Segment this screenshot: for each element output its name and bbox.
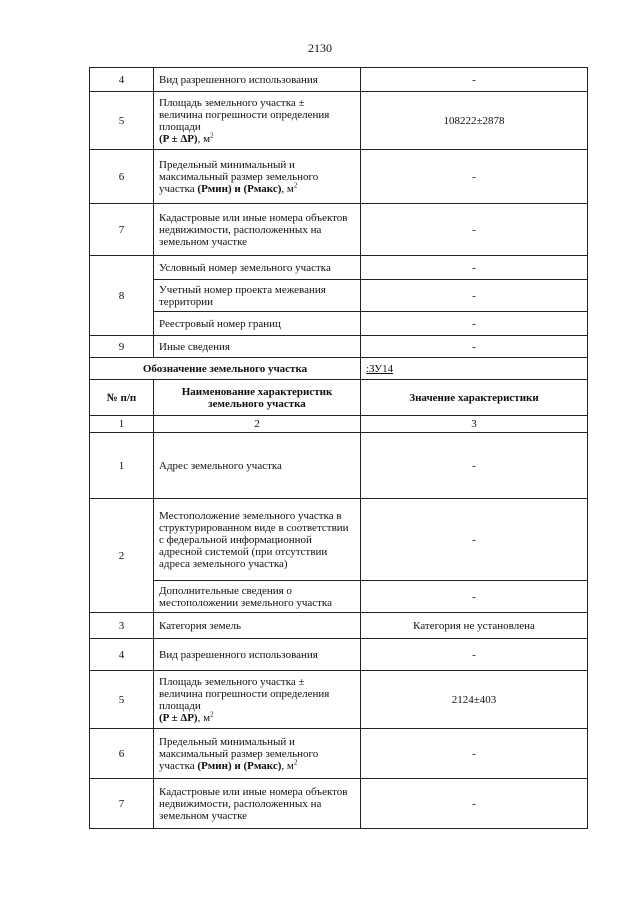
row-label: Вид разрешенного использования <box>154 68 361 92</box>
index-cell: 3 <box>361 416 588 433</box>
row-value: - <box>361 729 588 779</box>
row-number: 4 <box>90 639 154 671</box>
row-value: - <box>361 68 588 92</box>
row-value: - <box>361 581 588 613</box>
table-row <box>90 68 588 92</box>
row-number: 7 <box>90 779 154 829</box>
section-label: Обозначение земельного участка <box>90 358 361 380</box>
row-label: Местоположение земельного участка в структурированном виде в соответствии с федеральной информационной адресной системой (при отсутствии адреса земельного участка) <box>154 499 361 581</box>
section-row <box>90 358 588 380</box>
table-row <box>90 312 588 336</box>
row-label: Кадастровые или иные номера объектов недвижимости, расположенных на земельном участке <box>154 779 361 829</box>
row-label: Предельный минимальный и максимальный размер земельного участка (Рмин) и (Рмакс), $м^2$ <box>154 150 361 204</box>
table-row <box>90 150 588 204</box>
row-number: 6 <box>90 150 154 204</box>
row-label: Площадь земельного участка ± величина погрешности определения площади (P ± ΔP), $м^2$ <box>154 671 361 729</box>
index-cell: 2 <box>154 416 361 433</box>
row-label: Адрес земельного участка <box>154 433 361 499</box>
table-row <box>90 499 588 581</box>
row-number: 2 <box>90 499 154 613</box>
row-label: Дополнительные сведения о местоположении земельного участка <box>154 581 361 613</box>
row-label: Условный номер земельного участка <box>154 256 361 280</box>
table-row <box>90 280 588 312</box>
row-value: 2124±403 <box>361 671 588 729</box>
row-label: Предельный минимальный и максимальный размер земельного участка (Рмин) и (Рмакс), $м^2$ <box>154 729 361 779</box>
row-label: Категория земель <box>154 613 361 639</box>
header-col-value: Значение характеристики <box>361 380 588 416</box>
row-label: Площадь земельного участка ± величина погрешности определения площади (P ± ΔP), $м^2$ <box>154 92 361 150</box>
table-row <box>90 92 588 150</box>
table-row <box>90 581 588 613</box>
row-value: - <box>361 499 588 581</box>
row-value: Категория не установлена <box>361 613 588 639</box>
row-value: - <box>361 336 588 358</box>
row-number: 6 <box>90 729 154 779</box>
row-number: 7 <box>90 204 154 256</box>
row-label: Реестровый номер границ <box>154 312 361 336</box>
row-label: Кадастровые или иные номера объектов недвижимости, расположенных на земельном участке <box>154 204 361 256</box>
row-value: - <box>361 779 588 829</box>
table-row <box>90 671 588 729</box>
index-row <box>90 416 588 433</box>
row-value: 108222±2878 <box>361 92 588 150</box>
row-label: Вид разрешенного использования <box>154 639 361 671</box>
row-number: 4 <box>90 68 154 92</box>
row-value: - <box>361 150 588 204</box>
row-value: - <box>361 280 588 312</box>
row-value: - <box>361 433 588 499</box>
table-row <box>90 336 588 358</box>
row-number: 3 <box>90 613 154 639</box>
header-col-name: Наименование характеристик земельного участка <box>154 380 361 416</box>
table-row <box>90 639 588 671</box>
table-row <box>90 779 588 829</box>
table-row <box>90 204 588 256</box>
row-number: 1 <box>90 433 154 499</box>
row-number: 8 <box>90 256 154 336</box>
row-number: 5 <box>90 92 154 150</box>
row-value: - <box>361 312 588 336</box>
row-value: - <box>361 204 588 256</box>
page-number: 2130 <box>308 41 332 55</box>
row-label: Иные сведения <box>154 336 361 358</box>
table-row <box>90 613 588 639</box>
header-col-number: № п/п <box>90 380 154 416</box>
land-plot-table <box>89 67 588 829</box>
row-value: - <box>361 256 588 280</box>
row-number: 9 <box>90 336 154 358</box>
row-number: 5 <box>90 671 154 729</box>
header-row <box>90 380 588 416</box>
table-row <box>90 729 588 779</box>
row-value: - <box>361 639 588 671</box>
table-row <box>90 433 588 499</box>
row-label: Учетный номер проекта межевания территории <box>154 280 361 312</box>
section-code: :ЗУ14 <box>361 358 588 380</box>
index-cell: 1 <box>90 416 154 433</box>
table-row <box>90 256 588 280</box>
